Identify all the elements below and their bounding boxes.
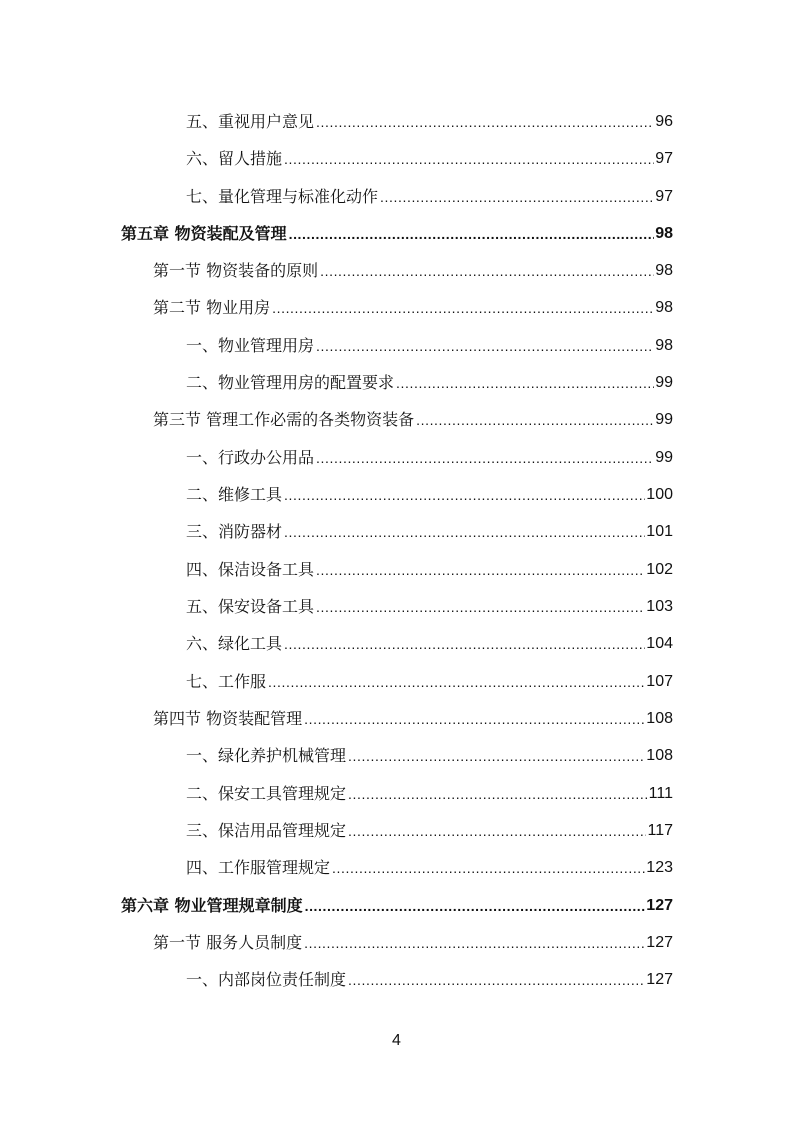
dot-leader — [284, 634, 645, 654]
toc-entry-label: 五、重视用户意见 — [186, 112, 315, 131]
toc-entry[interactable] — [186, 518, 673, 542]
toc-entry-label: 二、保安工具管理规定 — [186, 784, 347, 803]
dot-leader — [304, 933, 645, 953]
toc-entry-section[interactable] — [153, 257, 673, 281]
toc-entry-label: 第六章 物业管理规章制度 — [121, 896, 303, 915]
toc-entry-label: 三、消防器材 — [186, 522, 283, 541]
toc-entry-label: 六、留人措施 — [186, 149, 283, 168]
toc-entry-page: 101 — [646, 523, 673, 540]
toc-entry-page: 117 — [647, 822, 673, 839]
toc-entry-page: 104 — [646, 635, 673, 652]
dot-leader — [396, 373, 654, 393]
toc-entry-label: 一、行政办公用品 — [186, 448, 315, 467]
toc-entry-page: 123 — [646, 859, 673, 876]
toc-entry-label: 二、物业管理用房的配置要求 — [186, 373, 395, 392]
dot-leader — [284, 485, 645, 505]
dot-leader — [316, 336, 654, 356]
toc-entry[interactable] — [186, 369, 673, 393]
toc-entry-section[interactable] — [153, 705, 673, 729]
toc-entry-label: 第二节 物业用房 — [153, 298, 271, 317]
dot-leader — [316, 448, 654, 468]
toc-entry[interactable] — [186, 108, 673, 132]
toc-entry[interactable] — [186, 332, 673, 356]
dot-leader — [268, 672, 645, 692]
toc-entry-label: 三、保洁用品管理规定 — [186, 821, 347, 840]
dot-leader — [380, 187, 654, 207]
toc-entry-section[interactable] — [153, 406, 673, 430]
toc-entry-page: 100 — [646, 486, 673, 503]
toc-entry-section[interactable] — [153, 929, 673, 953]
toc-entry-label: 第五章 物资装配及管理 — [121, 224, 287, 243]
toc-entry-page: 127 — [646, 897, 673, 914]
toc-entry-page: 99 — [655, 374, 673, 391]
dot-leader — [348, 821, 646, 841]
toc-entry-label: 第一节 服务人员制度 — [153, 933, 303, 952]
toc-entry-label: 七、量化管理与标准化动作 — [186, 187, 379, 206]
toc-entry[interactable] — [186, 444, 673, 468]
toc-entry-chapter[interactable] — [121, 892, 673, 916]
toc-entry-page: 108 — [646, 747, 673, 764]
toc-entry-page: 102 — [646, 561, 673, 578]
toc-entry-page: 97 — [655, 188, 673, 205]
toc-entry[interactable] — [186, 556, 673, 580]
toc-entry-label: 第四节 物资装配管理 — [153, 709, 303, 728]
toc-entry[interactable] — [186, 780, 673, 804]
dot-leader — [284, 522, 645, 542]
toc-entry-page: 98 — [655, 262, 673, 279]
dot-leader — [316, 112, 654, 132]
toc-entry[interactable] — [186, 742, 673, 766]
dot-leader — [348, 970, 645, 990]
toc-entry[interactable] — [186, 481, 673, 505]
dot-leader — [305, 896, 646, 916]
toc-entry-page: 99 — [655, 411, 673, 428]
toc-entry[interactable] — [186, 668, 673, 692]
toc-entry[interactable] — [186, 183, 673, 207]
toc-entry[interactable] — [186, 966, 673, 990]
toc-entry-page: 97 — [655, 150, 673, 167]
dot-leader — [416, 410, 654, 430]
toc-entry-page: 111 — [648, 785, 673, 802]
toc-entry-page: 103 — [646, 598, 673, 615]
toc-entry[interactable] — [186, 854, 673, 878]
toc-entry-label: 一、绿化养护机械管理 — [186, 746, 347, 765]
toc-entry-page: 96 — [655, 113, 673, 130]
toc-entry-page: 108 — [646, 710, 673, 727]
toc-entry-label: 二、维修工具 — [186, 485, 283, 504]
dot-leader — [320, 261, 654, 281]
toc-entry-label: 六、绿化工具 — [186, 634, 283, 653]
toc-entry-section[interactable] — [153, 294, 673, 318]
toc-entry-label: 一、物业管理用房 — [186, 336, 315, 355]
dot-leader — [289, 224, 655, 244]
toc-entry-page: 98 — [655, 299, 673, 316]
toc-entry-page: 107 — [646, 673, 673, 690]
dot-leader — [284, 149, 654, 169]
toc-entry[interactable] — [186, 630, 673, 654]
page-number: 4 — [392, 1032, 401, 1049]
dot-leader — [348, 784, 648, 804]
dot-leader — [316, 560, 645, 580]
dot-leader — [272, 298, 654, 318]
toc-entry[interactable] — [186, 817, 673, 841]
toc-entry-label: 第三节 管理工作必需的各类物资装备 — [153, 410, 415, 429]
toc-entry-page: 127 — [646, 971, 673, 988]
dot-leader — [348, 746, 645, 766]
toc-entry-label: 第一节 物资装备的原则 — [153, 261, 319, 280]
dot-leader — [316, 597, 645, 617]
toc-entry-page: 127 — [646, 934, 673, 951]
toc-entry[interactable] — [186, 593, 673, 617]
toc-entry-label: 四、工作服管理规定 — [186, 858, 331, 877]
toc-entry-label: 五、保安设备工具 — [186, 597, 315, 616]
toc-entry-page: 99 — [655, 449, 673, 466]
toc-entry-label: 七、工作服 — [186, 672, 267, 691]
dot-leader — [304, 709, 645, 729]
toc-entry[interactable] — [186, 145, 673, 169]
toc-entry-page: 98 — [655, 337, 673, 354]
toc-entry-page: 98 — [655, 225, 673, 242]
toc-entry-chapter[interactable] — [121, 220, 673, 244]
toc-entry-label: 一、内部岗位责任制度 — [186, 970, 347, 989]
toc-entry-label: 四、保洁设备工具 — [186, 560, 315, 579]
dot-leader — [332, 858, 645, 878]
